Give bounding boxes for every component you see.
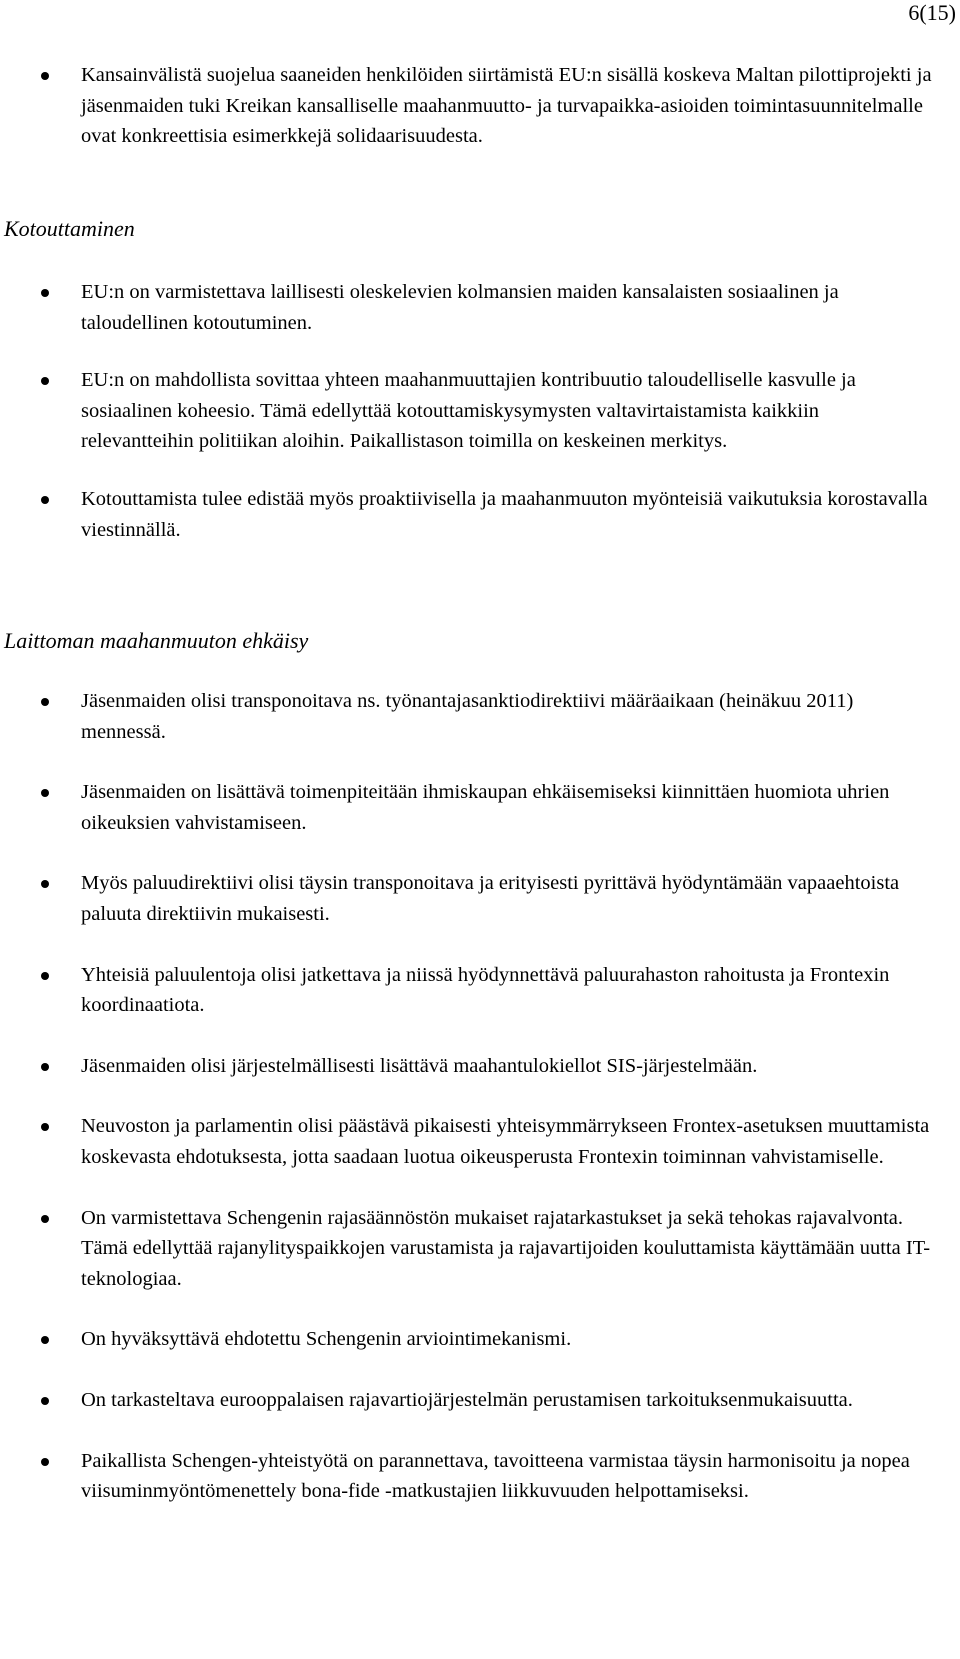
bullet-icon [41, 289, 49, 297]
list-item [0, 868, 960, 929]
list-item [0, 777, 960, 838]
list-item-text: EU:n on mahdollista sovittaa yhteen maahanmuuttajien kontribuutio taloudelliselle kasvulle ja sosiaalinen koheesio. Tämä edellyttää kotouttamiskysymysten valtavirtaistamista kaikkiin relevantteihin politiikan aloihin. Paikallistason toimilla on keskeinen merkitys. [81, 369, 856, 453]
list-item-text: Myös paluudirektiivi olisi täysin transponoitava ja erityisesti pyrittävä hyödyntämään vapaaehtoista paluuta direktiivin mukaisesti. [81, 872, 900, 925]
bullet-icon [41, 377, 49, 385]
bullet-icon [41, 880, 49, 888]
list-item [0, 960, 960, 1021]
list-item [0, 1324, 960, 1355]
page-number: 6(15) [908, 0, 956, 25]
list-item-text: Paikallista Schengen-yhteistyötä on parannettava, tavoitteena varmistaa täysin harmonisoitu ja nopea viisuminmyöntömenettely bona-fide -matkustajien liikkuvuuden helpottamiseksi. [81, 1449, 910, 1503]
bullet-icon [41, 496, 49, 504]
list-item [0, 1051, 960, 1082]
bullet-icon [41, 1458, 49, 1466]
list-item [0, 1111, 960, 1172]
bullet-icon [41, 972, 49, 980]
list-item-text: Neuvoston ja parlamentin olisi päästävä pikaisesti yhteisymmärrykseen Frontex-asetuksen muuttamista koskevasta ehdotuksesta, jotta saadaan luotua oikeusperusta Frontexin toiminnan vahvistamiselle. [81, 1115, 930, 1168]
list-item-text: Jäsenmaiden olisi järjestelmällisesti lisättävä maahantulokiellot SIS-järjestelmään. [81, 1054, 758, 1077]
illegal-immigration-list [0, 686, 960, 1507]
list-item-text: Yhteisiä paluulentoja olisi jatkettava ja niissä hyödynnettävä paluurahaston rahoitusta ja Frontexin koordinaatiota. [81, 963, 890, 1017]
list-item [0, 1446, 960, 1507]
bullet-icon [41, 1397, 49, 1405]
bullet-icon [41, 1215, 49, 1223]
integration-list [0, 277, 960, 545]
section-heading-illegal-immigration: Laittoman maahanmuuton ehkäisy [4, 628, 309, 653]
list-item-text: Jäsenmaiden olisi transponoitava ns. työnantajasanktiodirektiivi määräaikaan (heinäkuu 2011) mennessä. [81, 690, 854, 743]
list-item [0, 365, 960, 457]
list-item-text: On varmistettava Schengenin rajasäännöstön mukaiset rajatarkastukset ja sekä tehokas rajavalvonta. Tämä edellyttää rajanylityspaikkojen varustamista ja rajavartijoiden kouluttamista käyttämään uutta IT-teknologiaa. [81, 1206, 931, 1290]
list-item [0, 686, 960, 747]
bullet-icon [41, 698, 49, 706]
bullet-icon [41, 1063, 49, 1071]
list-item-text: On tarkasteltava eurooppalaisen rajavartiojärjestelmän perustamisen tarkoituksenmukaisuutta. [81, 1388, 853, 1411]
section-heading-integration: Kotouttaminen [4, 216, 135, 241]
list-item [0, 1385, 960, 1416]
list-item-text: Jäsenmaiden on lisättävä toimenpiteitään ihmiskaupan ehkäisemiseksi kiinnittäen huomiota uhrien oikeuksien vahvistamiseen. [81, 781, 890, 834]
list-item-text: Kotouttamista tulee edistää myös proaktiivisella ja maahanmuuton myönteisiä vaikutuksia korostavalla viestinnällä. [81, 487, 928, 541]
list-item [0, 1203, 960, 1295]
list-item-text: EU:n on varmistettava laillisesti oleskelevien kolmansien maiden kansalaisten sosiaalinen ja taloudellinen kotoutuminen. [81, 281, 839, 334]
list-item-text: Kansainvälistä suojelua saaneiden henkilöiden siirtämistä EU:n sisällä koskeva Maltan pilottiprojekti ja jäsenmaiden tuki Kreikan kansalliselle maahanmuutto- ja turvapaikka-asioiden toimintasuunnitelmalle ovat konkreettisia esimerkkejä solidaarisuudesta. [81, 64, 932, 148]
list-item-text: On hyväksyttävä ehdotettu Schengenin arviointimekanismi. [81, 1328, 572, 1351]
list-item [0, 60, 960, 152]
bullet-icon [41, 1336, 49, 1344]
list-item [0, 484, 960, 545]
intro-list [0, 60, 960, 152]
bullet-icon [41, 1123, 49, 1131]
bullet-icon [41, 789, 49, 797]
bullet-icon [41, 72, 49, 80]
list-item [0, 277, 960, 338]
